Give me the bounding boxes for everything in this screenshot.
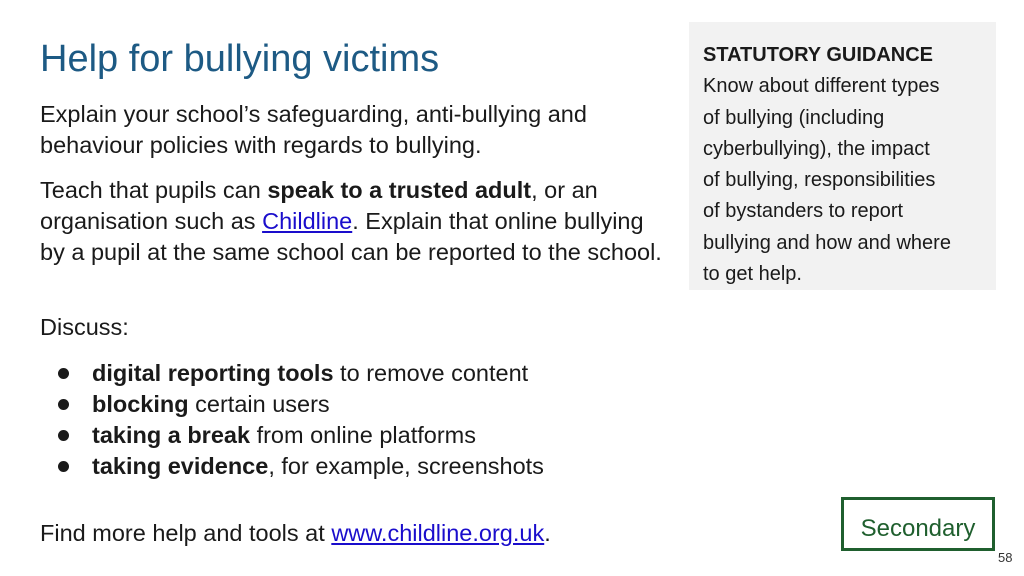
guidance-line: cyberbullying), the impact xyxy=(703,137,930,160)
policies-text: Explain your school’s safeguarding, anti-bullying and behaviour policies with regards to bullying. xyxy=(40,101,587,158)
guidance-line: of bystanders to report xyxy=(703,200,904,223)
list-item-text: certain users xyxy=(188,391,330,417)
footer-help-text xyxy=(40,520,551,547)
guidance-line: to get help. xyxy=(703,263,802,286)
childline-link[interactable]: Childline xyxy=(262,208,353,234)
para2-before: Teach that pupils can xyxy=(40,177,268,203)
list-item-text: to remove content xyxy=(333,360,529,386)
para2-after: . Explain that online bullying by a pupil at the same school can be reported to the school. xyxy=(40,208,662,265)
list-item-text: , for example, screenshots xyxy=(268,453,544,479)
para2-middle: , or an organisation such as xyxy=(40,177,598,234)
list-item xyxy=(56,389,544,420)
list-item-text: from online platforms xyxy=(250,422,476,448)
trusted-adult-emphasis: speak to a trusted adult xyxy=(267,177,532,203)
page-number: 58 xyxy=(998,550,1013,565)
guidance-line: of bullying (including xyxy=(703,106,885,129)
list-item xyxy=(56,420,544,451)
guidance-line: bullying and how and where xyxy=(703,231,951,254)
list-item xyxy=(56,358,544,389)
slide-title: Help for bullying victims xyxy=(40,38,440,80)
footer-before: Find more help and tools at xyxy=(40,520,332,546)
trusted-adult-paragraph xyxy=(40,175,670,268)
footer-after: . xyxy=(544,520,551,546)
list-item xyxy=(56,451,544,482)
intro-paragraph xyxy=(40,99,670,161)
guidance-line: Know about different types xyxy=(703,75,940,98)
discuss-label: Discuss: xyxy=(40,314,129,340)
list-item-bold: digital reporting tools xyxy=(92,360,334,386)
list-item-bold: taking a break xyxy=(92,422,251,448)
statutory-guidance-box xyxy=(689,22,996,290)
guidance-heading: STATUTORY GUIDANCE xyxy=(703,44,934,66)
level-badge: Secondary xyxy=(841,497,995,551)
list-item-bold: blocking xyxy=(92,391,189,417)
discussion-list xyxy=(56,358,544,482)
list-item-bold: taking evidence xyxy=(92,453,269,479)
guidance-line: of bullying, responsibilities xyxy=(703,169,936,192)
childline-website-link[interactable]: www.childline.org.uk xyxy=(331,520,545,546)
trusted-adult-text xyxy=(40,175,670,268)
